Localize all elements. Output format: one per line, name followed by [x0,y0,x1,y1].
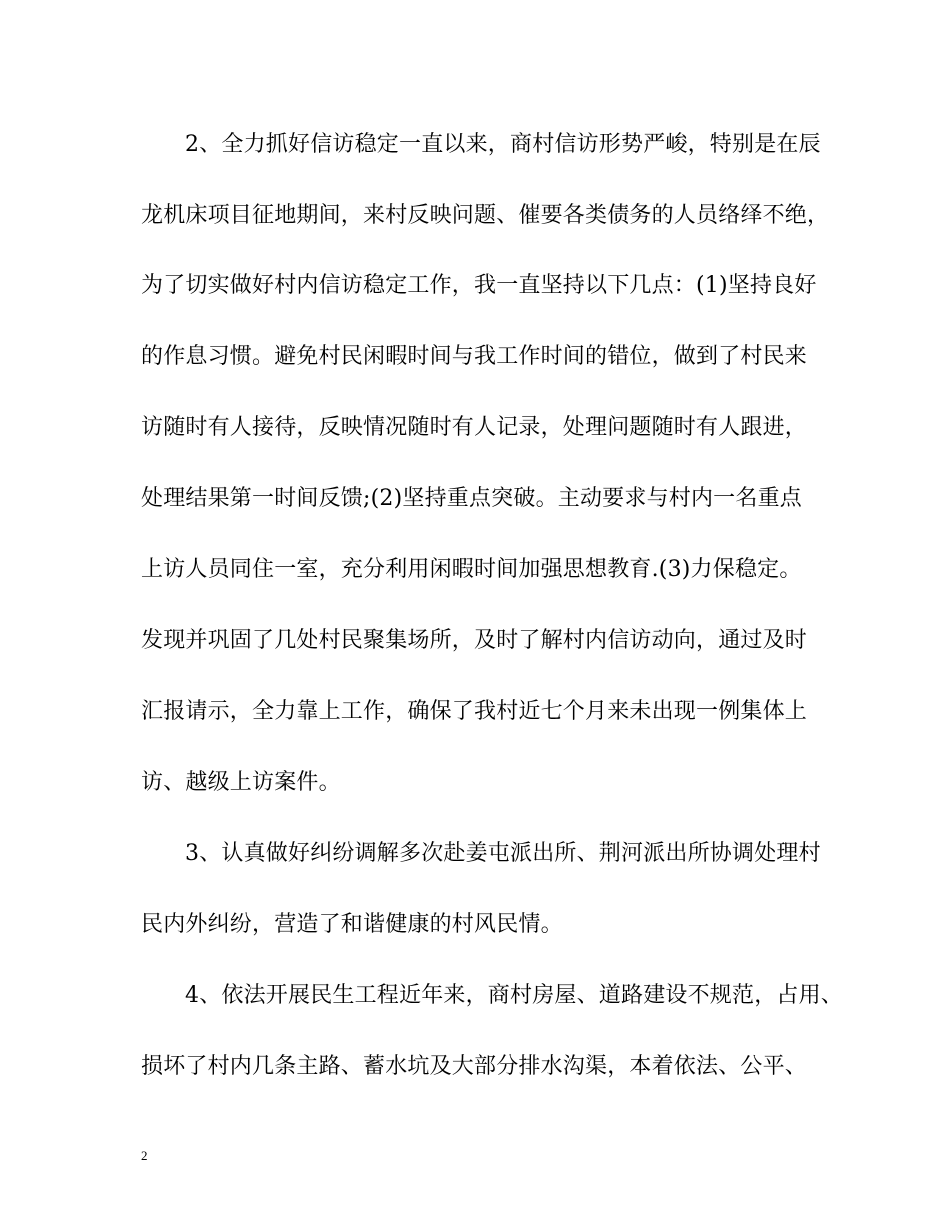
text-line: 访、越级上访案件。 [141,770,341,795]
text-line: 汇报请示，全力靠上工作，确保了我村近七个月来未出现一例集体上 [141,699,808,724]
text-line: 发现并巩固了几处村民聚集场所，及时了解村内信访动向，通过及时 [141,628,808,653]
text-line: 民内外纠纷，营造了和谐健康的村风民情。 [141,912,563,937]
text-line: 访随时有人接待，反映情况随时有人记录，处理问题随时有人跟进， [141,415,808,440]
text-line: 2、全力抓好信访稳定一直以来，商村信访形势严峻，特别是在辰 [185,132,821,157]
text-line: 3、认真做好纠纷调解多次赴姜屯派出所、荆河派出所协调处理村 [185,841,821,866]
page-number: 2 [141,1148,148,1163]
text-line: 上访人员同住一室，充分利用闲暇时间加强思想教育.(3)力保稳定。 [141,557,802,582]
text-line: 为了切实做好村内信访稳定工作，我一直坚持以下几点：(1)坚持良好 [141,273,817,298]
text-line: 龙机床项目征地期间，来村反映问题、催要各类债务的人员络绎不绝， [141,203,830,228]
text-line: 处理结果第一时间反馈;(2)坚持重点突破。主动要求与村内一名重点 [141,486,802,511]
text-line: 损坏了村内几条主路、蓄水坑及大部分排水沟渠，本着依法、公平、 [141,1054,808,1079]
text-line: 的作息习惯。避免村民闲暇时间与我工作时间的错位，做到了村民来 [141,344,808,369]
text-line: 4、依法开展民生工程近年来，商村房屋、道路建设不规范，占用、 [185,983,843,1008]
